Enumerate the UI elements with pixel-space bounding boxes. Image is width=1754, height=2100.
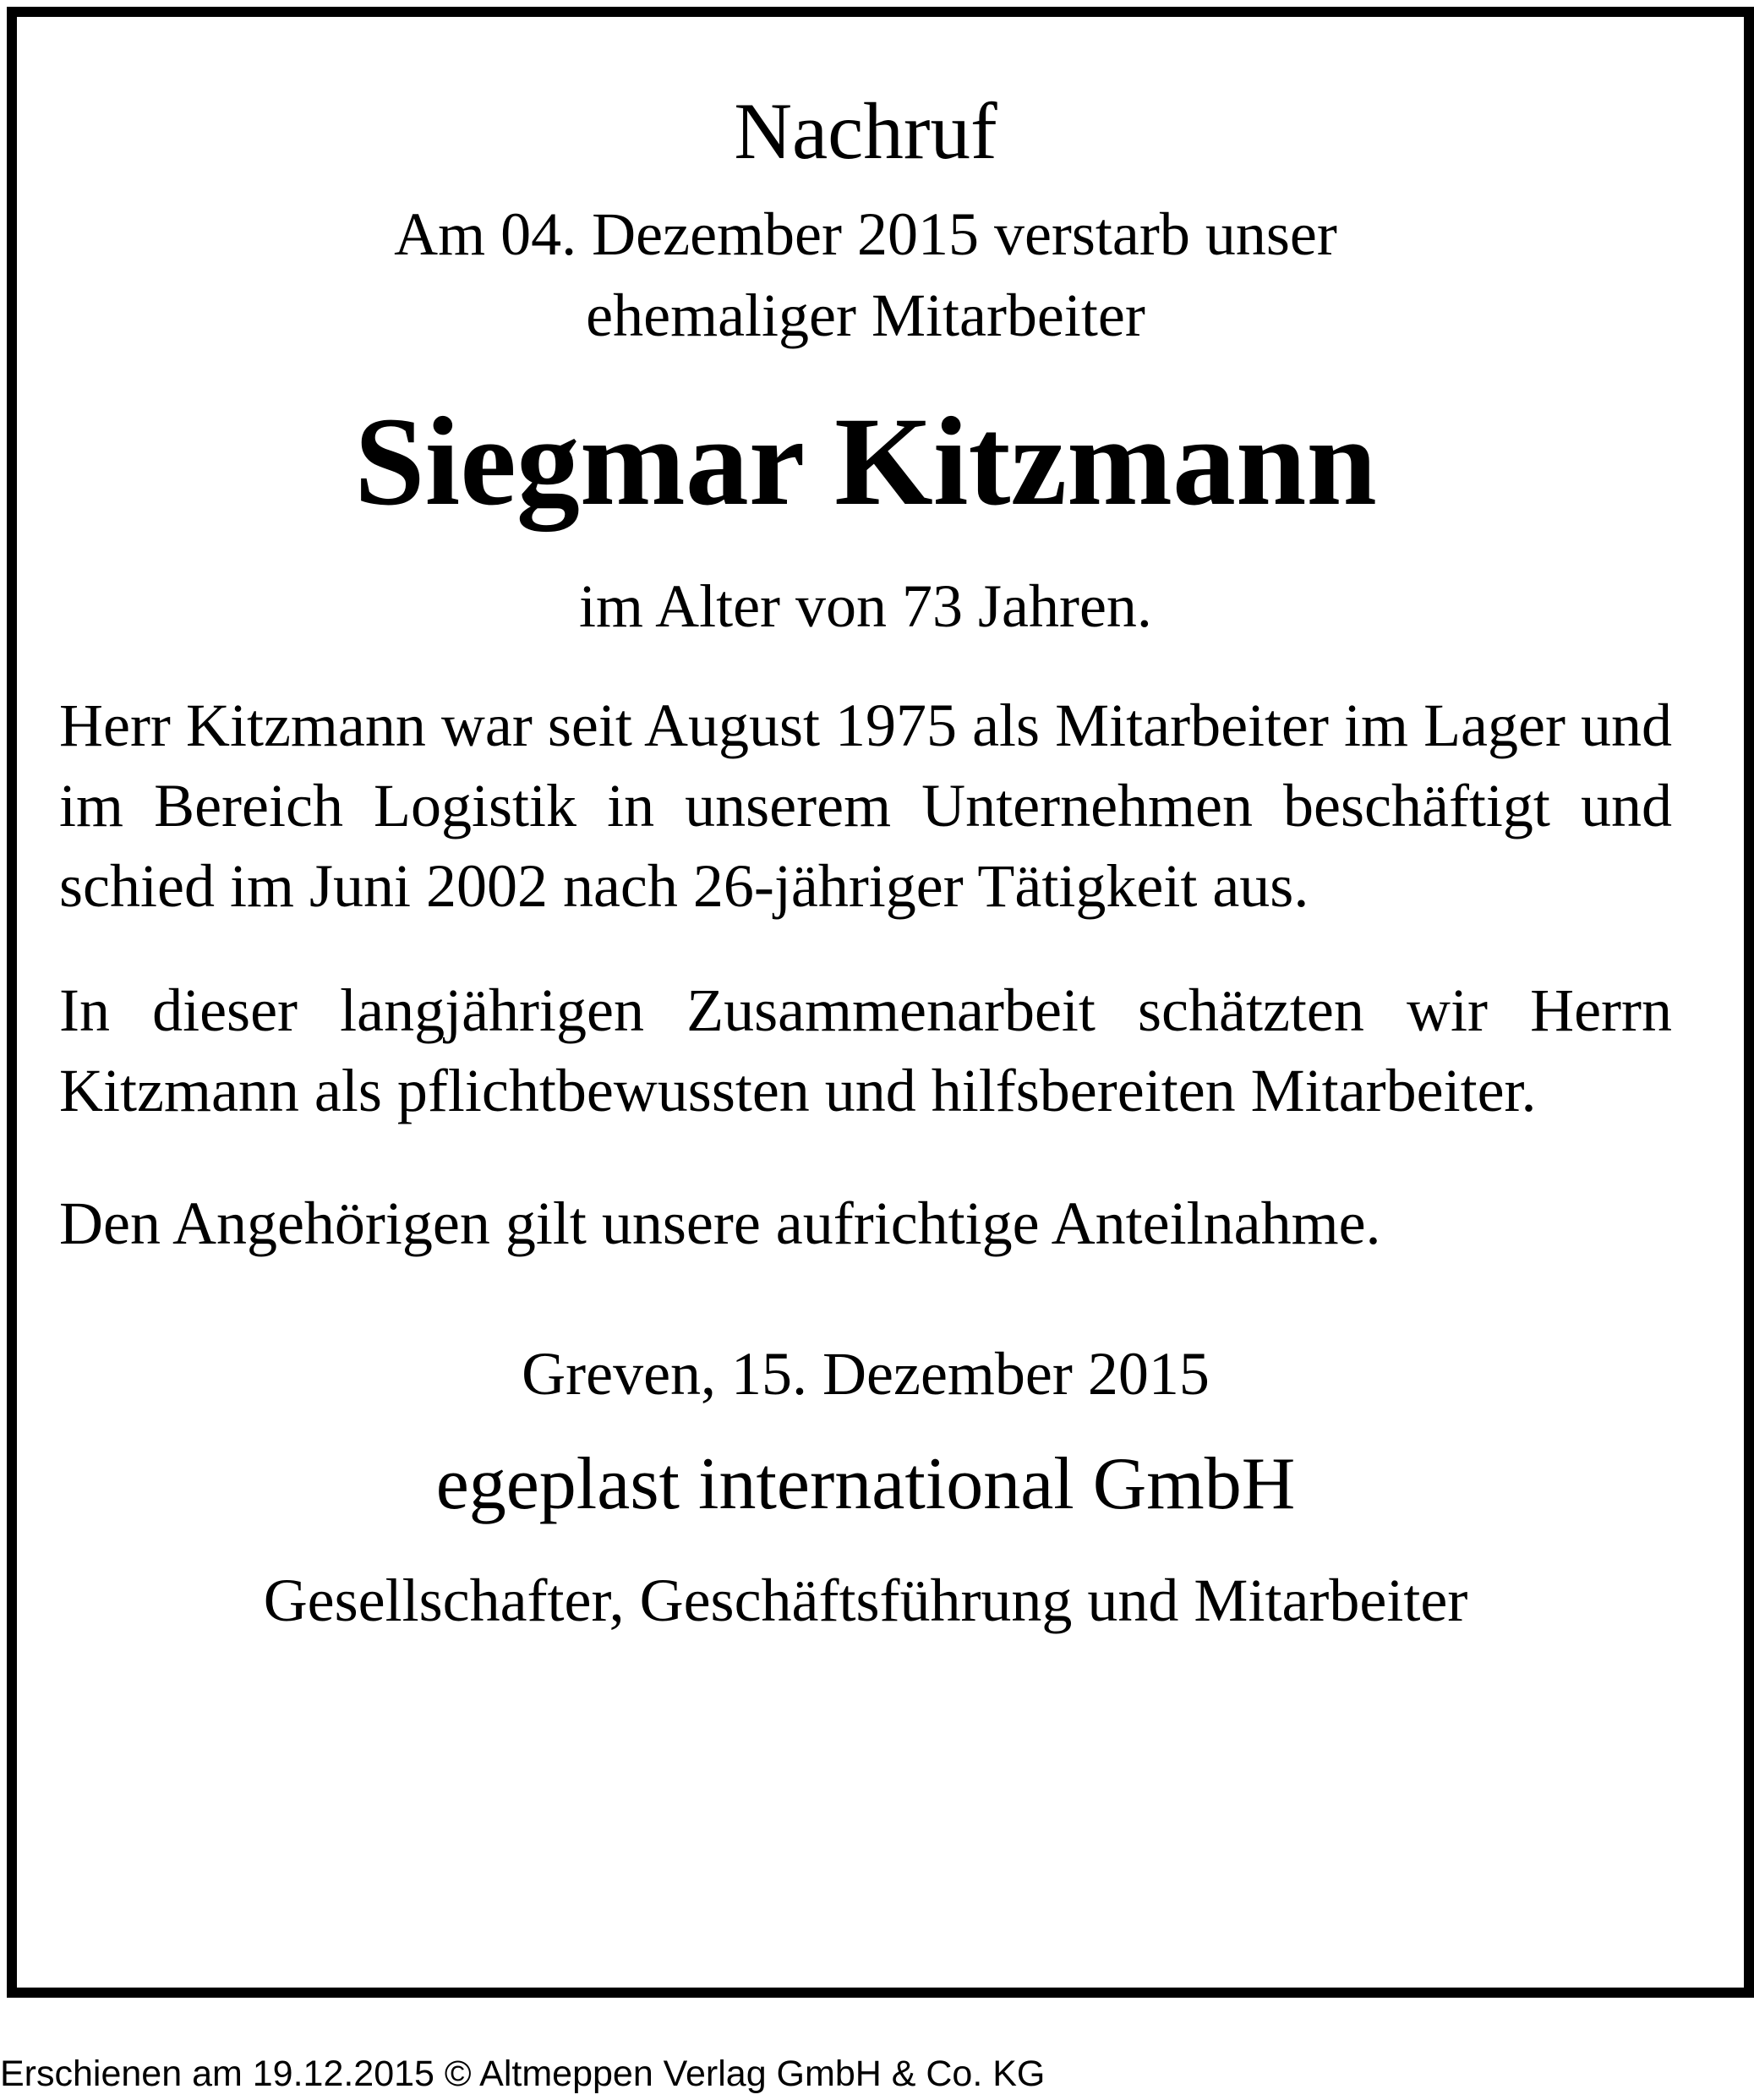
- deceased-name: Siegmar Kitzmann: [354, 391, 1377, 532]
- obituary-content: [59, 80, 1672, 1641]
- intro-line-1: Am 04. Dezember 2015 verstarb unser: [394, 200, 1337, 268]
- paragraph-career: Herr Kitzmann war seit August 1975 als Mitarbeiter im Lager und im Bereich Logistik in unserem Unternehmen beschäftigt und schied im Juni 2002 nach 26-jähriger Tätigkeit aus.: [59, 692, 1672, 920]
- signatories: Gesellschafter, Geschäftsführung und Mitarbeiter: [263, 1567, 1468, 1634]
- paragraph-appreciation: In dieser langjährigen Zusammenarbeit schätzten wir Herrn Kitzmann als pflichtbewussten und hilfsbereiten Mitarbeiter.: [59, 976, 1672, 1124]
- intro-line-2: ehemaliger Mitarbeiter: [586, 282, 1145, 349]
- publication-footer: Erschienen am 19.12.2015 © Altmeppen Verlag GmbH & Co. KG: [0, 2054, 1046, 2094]
- obituary-heading: Nachruf: [734, 86, 997, 176]
- place-and-date: Greven, 15. Dezember 2015: [522, 1340, 1210, 1408]
- company-name: egeplast international GmbH: [435, 1443, 1296, 1525]
- age-line: im Alter von 73 Jahren.: [579, 572, 1152, 640]
- paragraph-condolence: Den Angehörigen gilt unsere aufrichtige Anteilnahme.: [59, 1189, 1381, 1257]
